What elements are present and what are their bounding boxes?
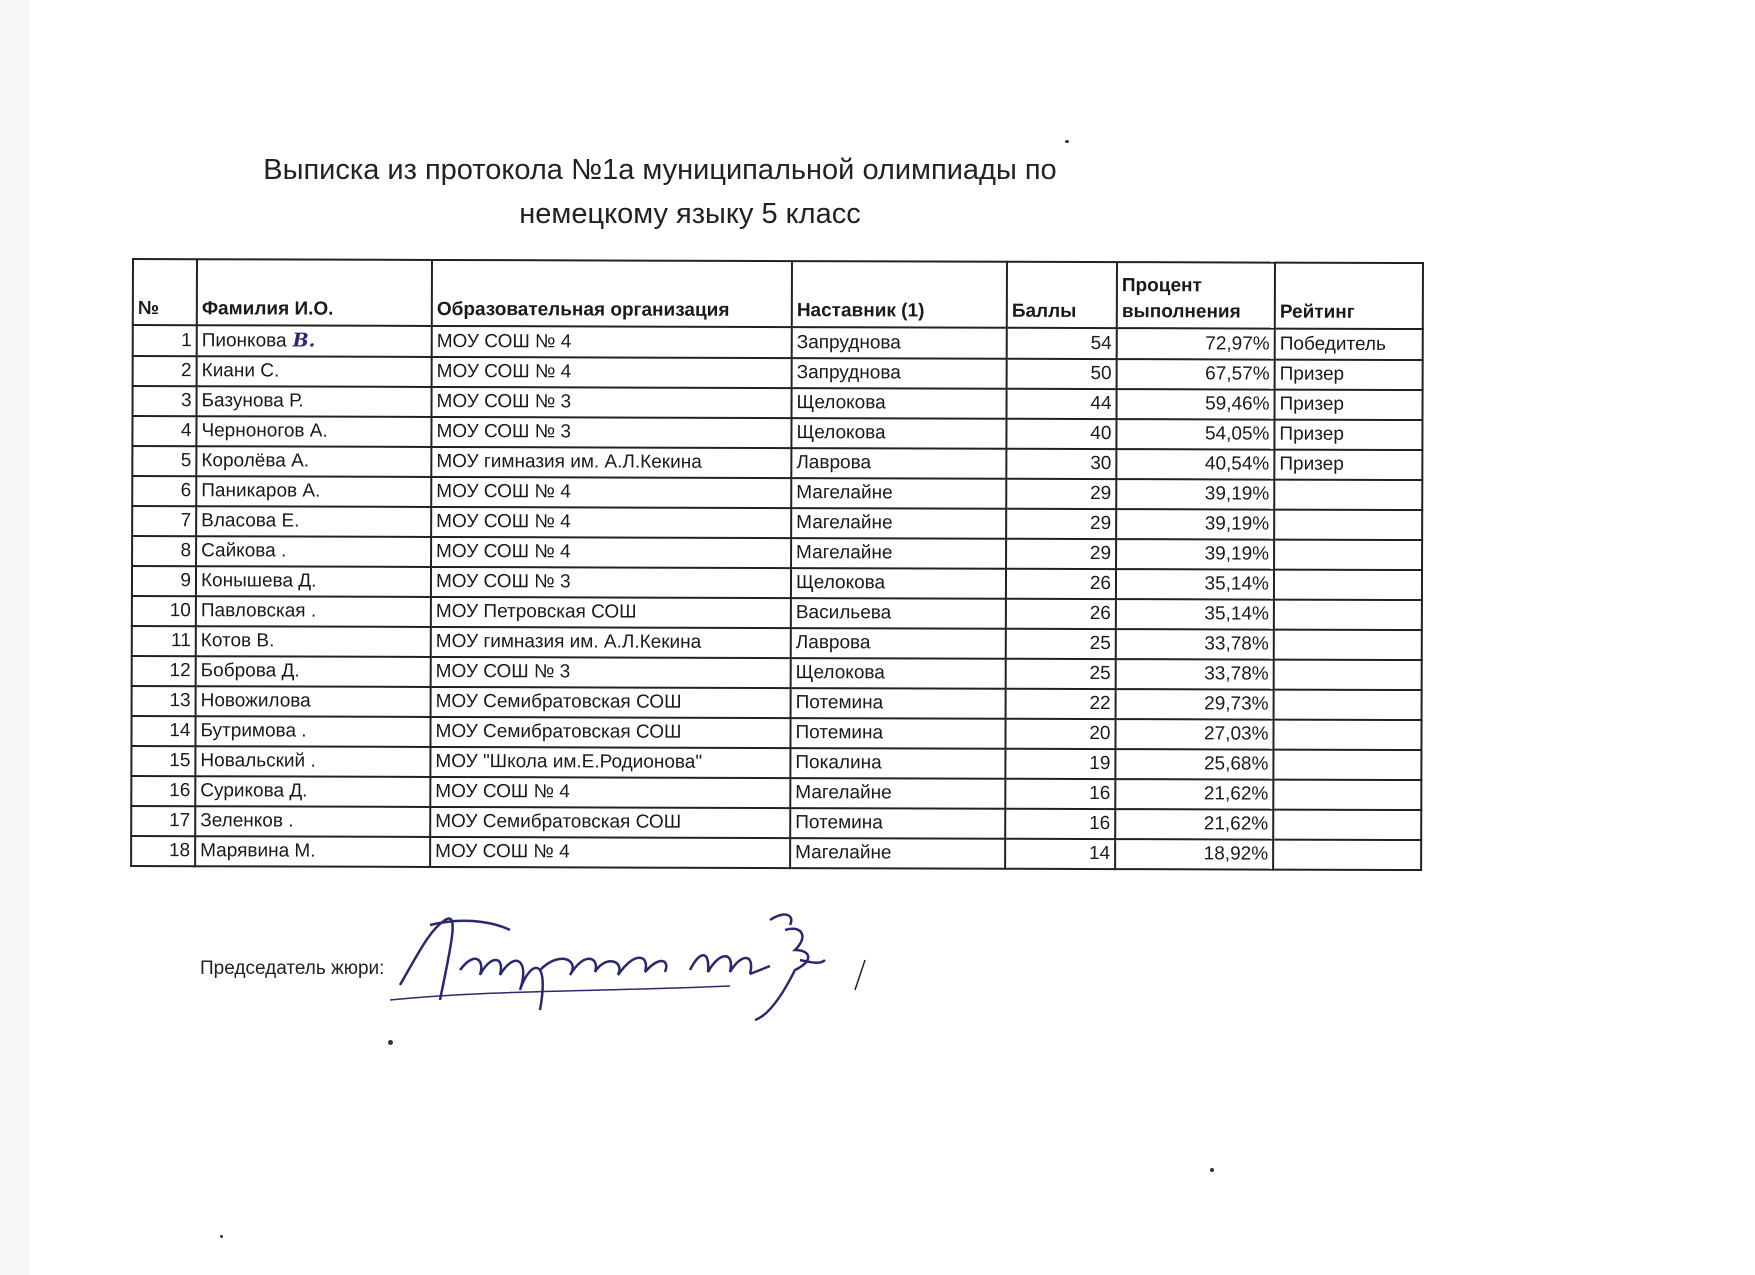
cell-num: 3: [133, 386, 197, 416]
cell-org: МОУ СОШ № 4: [430, 837, 790, 868]
cell-pct: 35,14%: [1116, 599, 1274, 629]
cell-pct: 25,68%: [1115, 749, 1273, 779]
header-rank: Рейтинг: [1275, 263, 1423, 329]
cell-mentor: Покалина: [790, 748, 1005, 779]
title-line-2: немецкому языку 5 класс: [519, 198, 861, 230]
cell-mentor: Магелайне: [791, 478, 1006, 509]
cell-pct: 21,62%: [1115, 779, 1273, 809]
cell-pct: 35,14%: [1116, 569, 1274, 599]
table-row: [132, 536, 1422, 570]
cell-org: МОУ Семибратовская СОШ: [431, 687, 791, 718]
header-name: Фамилия И.О.: [197, 259, 432, 326]
cell-org: МОУ СОШ № 4: [431, 537, 791, 568]
cell-pct: 39,19%: [1116, 539, 1274, 569]
cell-name: Черноногов А.: [196, 416, 431, 447]
cell-rank: [1274, 540, 1422, 570]
cell-num: 8: [132, 536, 196, 566]
cell-name: Королёва А.: [196, 446, 431, 477]
cell-mentor: Васильева: [791, 598, 1006, 629]
table-row: [132, 416, 1422, 450]
cell-mentor: Щелокова: [791, 658, 1006, 689]
cell-rank: [1274, 600, 1422, 630]
cell-name: [197, 325, 432, 357]
cell-num: 1: [133, 325, 197, 356]
signature-stroke-3: [690, 955, 770, 974]
cell-score: 19: [1005, 749, 1115, 779]
cell-org: МОУ СОШ № 3: [431, 567, 791, 598]
cell-pct: 21,62%: [1115, 809, 1273, 839]
cell-rank: [1274, 690, 1422, 720]
cell-name: Базунова Р.: [197, 386, 432, 417]
cell-pct: 39,19%: [1116, 479, 1274, 509]
cell-rank: [1273, 720, 1421, 750]
cell-name: Новожилова: [196, 686, 431, 717]
cell-score: 16: [1005, 809, 1115, 839]
table-row: [132, 686, 1422, 720]
table-row: [131, 746, 1421, 780]
cell-pct: 72,97%: [1117, 328, 1275, 359]
cell-rank: [1273, 780, 1421, 810]
table-row: [131, 806, 1421, 840]
cell-num: 2: [133, 356, 197, 386]
cell-num: 18: [131, 836, 195, 866]
cell-rank: Победитель: [1275, 329, 1423, 360]
cell-rank: [1274, 570, 1422, 600]
cell-mentor: Магелайне: [790, 838, 1005, 869]
cell-rank: [1274, 480, 1422, 510]
cell-org: МОУ Петровская СОШ: [431, 597, 791, 628]
cell-pct: 54,05%: [1116, 419, 1274, 449]
table-row: [132, 596, 1422, 630]
table-row: [132, 446, 1422, 480]
cell-mentor: Запруднова: [792, 358, 1007, 389]
chair-label: Председатель жюри:: [200, 958, 385, 979]
cell-name: Марявина М.: [195, 836, 430, 867]
cell-mentor: Магелайне: [791, 508, 1006, 539]
cell-org: МОУ гимназия им. А.Л.Кекина: [431, 627, 791, 658]
cell-score: 44: [1006, 389, 1116, 419]
cell-org: МОУ "Школа им.Е.Родионова": [430, 747, 790, 778]
cell-org: МОУ СОШ № 4: [432, 326, 792, 358]
handwritten-initial: В.: [292, 329, 316, 352]
cell-org: МОУ СОШ № 3: [431, 657, 791, 688]
cell-org: МОУ гимназия им. А.Л.Кекина: [431, 447, 791, 478]
cell-score: 26: [1006, 569, 1116, 599]
cell-name: Зеленков .: [195, 806, 430, 837]
cell-score: 50: [1007, 359, 1117, 389]
cell-pct: 29,73%: [1116, 689, 1274, 719]
cell-mentor: Щелокова: [791, 568, 1006, 599]
cell-pct: 33,78%: [1116, 629, 1274, 659]
cell-score: 16: [1005, 779, 1115, 809]
header-pct: [1117, 262, 1275, 328]
cell-rank: [1274, 630, 1422, 660]
table-row: [132, 476, 1422, 510]
cell-mentor: Запруднова: [792, 327, 1007, 359]
cell-mentor: Потемина: [791, 688, 1006, 719]
signature-stroke-2: [460, 958, 666, 1010]
cell-org: МОУ Семибратовская СОШ: [430, 717, 790, 748]
cell-num: 7: [132, 506, 196, 536]
cell-name: Сайкова .: [196, 536, 431, 567]
cell-rank: Призер: [1274, 420, 1422, 450]
table-header-row: [133, 259, 1423, 329]
header-score: Баллы: [1007, 262, 1117, 328]
handwritten-signature: [390, 890, 910, 1030]
cell-score: 30: [1006, 449, 1116, 479]
cell-score: 20: [1005, 719, 1115, 749]
table-row: [132, 626, 1422, 660]
cell-num: 17: [131, 806, 195, 836]
header-pct-line1: Процент: [1121, 275, 1202, 297]
cell-name: Конышева Д.: [196, 566, 431, 597]
cell-org: МОУ СОШ № 4: [432, 357, 792, 388]
cell-mentor: Потемина: [790, 808, 1005, 839]
cell-pct: 33,78%: [1116, 659, 1274, 689]
cell-pct: 18,92%: [1115, 839, 1273, 869]
cell-rank: [1274, 510, 1422, 540]
table-body: [131, 325, 1423, 870]
cell-mentor: Потемина: [790, 718, 1005, 749]
results-table: [130, 258, 1424, 871]
cell-num: 15: [131, 746, 195, 776]
document-title: [180, 148, 1140, 236]
cell-name: Киани С.: [197, 356, 432, 387]
cell-name-text: Пионкова: [201, 330, 287, 352]
cell-score: 25: [1006, 659, 1116, 689]
paper-speck: [1210, 1168, 1214, 1172]
cell-org: МОУ СОШ № 4: [430, 777, 790, 808]
cell-rank: Призер: [1274, 450, 1422, 480]
cell-org: МОУ СОШ № 3: [432, 387, 792, 418]
cell-num: 13: [132, 686, 196, 716]
cell-name: Павловская .: [196, 596, 431, 627]
header-org: Образовательная организация: [432, 260, 792, 327]
header-num: №: [133, 259, 197, 325]
cell-rank: [1273, 750, 1421, 780]
header-pct-line2: выполнения: [1121, 301, 1241, 323]
cell-org: МОУ Семибратовская СОШ: [430, 807, 790, 838]
cell-score: 25: [1006, 629, 1116, 659]
cell-mentor: Щелокова: [792, 388, 1007, 419]
table-row: [131, 836, 1421, 870]
cell-name: Котов В.: [196, 626, 431, 657]
cell-num: 16: [131, 776, 195, 806]
cell-org: МОУ СОШ № 4: [431, 477, 791, 508]
cell-name: Сурикова Д.: [195, 776, 430, 807]
cell-rank: Призер: [1275, 360, 1423, 390]
cell-num: 5: [132, 446, 196, 476]
cell-pct: 59,46%: [1116, 389, 1274, 419]
cell-name: Власова Е.: [196, 506, 431, 537]
table-row: [132, 656, 1422, 690]
cell-rank: [1273, 840, 1421, 870]
cell-num: 12: [132, 656, 196, 686]
cell-name: Боброва Д.: [196, 656, 431, 687]
cell-score: 40: [1006, 419, 1116, 449]
paper-speck: [1065, 140, 1069, 143]
cell-rank: [1274, 660, 1422, 690]
title-line-1: Выписка из протокола №1а муниципальной олимпиады по: [263, 154, 1057, 186]
cell-pct: 40,54%: [1116, 449, 1274, 479]
table-row: [132, 506, 1422, 540]
cell-score: 26: [1006, 599, 1116, 629]
cell-num: 11: [132, 626, 196, 656]
table-row: [133, 356, 1423, 390]
cell-name: Новальский .: [195, 746, 430, 777]
cell-name: Паникаров А.: [196, 476, 431, 507]
cell-score: 54: [1007, 328, 1117, 359]
cell-pct: 67,57%: [1117, 359, 1275, 389]
signature-tick: [855, 960, 865, 990]
table-row: [133, 325, 1423, 360]
header-mentor: Наставник (1): [792, 261, 1007, 328]
cell-score: 14: [1005, 839, 1115, 869]
table-row: [132, 566, 1422, 600]
cell-score: 29: [1006, 539, 1116, 569]
table-row: [133, 386, 1423, 420]
table-row: [131, 716, 1421, 750]
cell-org: МОУ СОШ № 3: [431, 417, 791, 448]
cell-num: 9: [132, 566, 196, 596]
cell-score: 22: [1006, 689, 1116, 719]
cell-name: Бутримова .: [195, 716, 430, 747]
table-row: [131, 776, 1421, 810]
cell-num: 4: [132, 416, 196, 446]
cell-num: 14: [131, 716, 195, 746]
cell-mentor: Магелайне: [791, 538, 1006, 569]
cell-org: МОУ СОШ № 4: [431, 507, 791, 538]
paper-speck: [388, 1040, 393, 1045]
cell-mentor: Лаврова: [791, 628, 1006, 659]
cell-score: 29: [1006, 479, 1116, 509]
cell-rank: Призер: [1274, 390, 1422, 420]
cell-num: 6: [132, 476, 196, 506]
cell-mentor: Щелокова: [791, 418, 1006, 449]
paper-speck: [220, 1235, 223, 1238]
cell-score: 29: [1006, 509, 1116, 539]
cell-pct: 39,19%: [1116, 509, 1274, 539]
cell-rank: [1273, 810, 1421, 840]
cell-mentor: Магелайне: [790, 778, 1005, 809]
cell-mentor: Лаврова: [791, 448, 1006, 479]
cell-pct: 27,03%: [1115, 719, 1273, 749]
cell-num: 10: [132, 596, 196, 626]
